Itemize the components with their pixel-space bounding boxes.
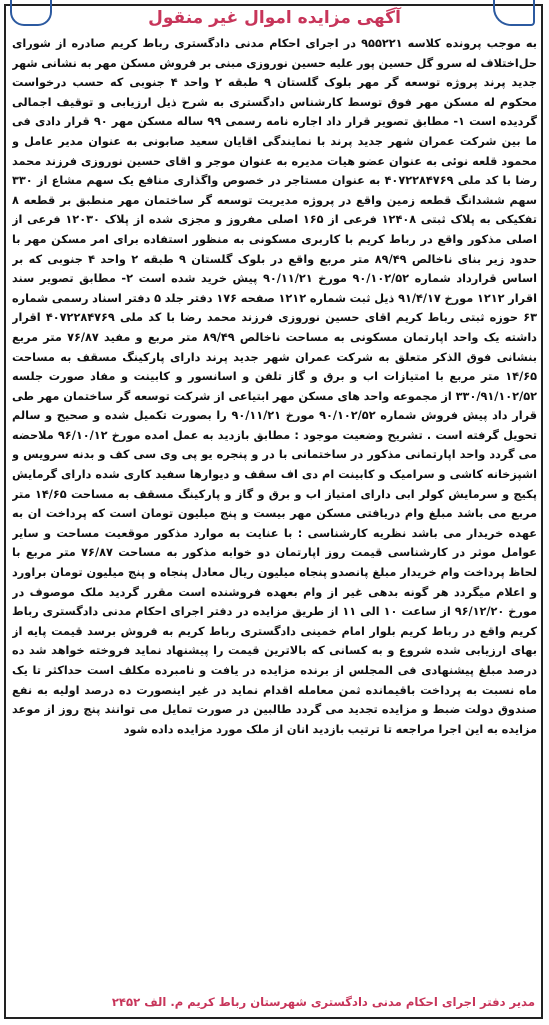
notice-title: آگهی مزایده اموال غیر منقول bbox=[148, 8, 401, 28]
notice-footer-signature: مدیر دفتر اجرای احکام مدنی دادگستری شهرستان رباط کریم م. الف ۲۴۵۲ bbox=[111, 995, 535, 1009]
notice-body: به موجب پرونده کلاسه ۹۵۵۲۲۱ در اجرای احکام مدنی دادگستری رباط کریم صادره از شورای حل‌اختلاف له سرو گل حسین پور علیه حسین نوروزی مبنی بر فروش مسکن مهر به نشانی شهر جدید پرند پروژه توسعه گر مهر بلوک گلستان ۹ طبقه ۲ واحد ۴ جنوبی که حسب درخواست محکوم له مسکن مهر فوق توسط کارشناس دادگستری به شرح ذیل ارزیابی و توقیف اجمالی گردیده است ۱- مطابق تصویر قرار داد اجاره نامه رسمی ۹۹ ساله مسکن مهر ۹۰ قرار دادی فی ما بین شرکت عمران شهر جدید پرند با نمایندگی اقایان سعید صابونی به عنوان مدیر عامل و محمود قلعه نوئی به عنوان عضو هیات مدیره به عنوان موجر و اقای حسین نوروزی فرزند محمد رضا با کد ملی ۴۰۷۲۲۸۴۷۶۹ به عنوان مستاجر در خصوص واگذاری منافع یک سهم مشاع از ۳۳۰ سهم ششدانگ قطعه زمین واقع در پروژه مدیریت توسعه گر ساختمان مهر منطبق بر قطعه ۸ تفکیکی به پلاک ثبتی ۱۲۴۰۸ فرعی از ۱۶۵ اصلی مفروز و مجزی شده از پلاک ۱۲۰۳۰ فرعی از اصلی مذکور واقع در رباط کریم با کاربری مسکونی به منظور استفاده برای امر مسکن مهر با حدود زیر بنای ناخالص ۸۹/۴۹ متر مربع واقع در بلوک گلستان ۹ طبقه ۲ واحد ۴ جنوبی که بر اساس قرارداد شماره ۹۰/۱۰۲/۵۲ مورخ ۹۰/۱۱/۲۱ پیش خرید شده است ۲- مطابق تصویر سند اقرار ۱۲۱۲ مورخ ۹۱/۴/۱۷ ذیل ثبت شماره ۱۲۱۲ صفحه ۱۷۶ دفتر جلد ۵ دفتر اسناد رسمی شماره ۶۳ حوزه ثبتی رباط کریم اقای حسین نوروزی فرزند محمد رضا با کد ملی ۴۰۷۲۲۸۴۷۶۹ اقرار داشته یک واحد اپارتمان مسکونی به مساحت ناخالص ۸۹/۴۹ متر مربع و مفید ۷۶/۸۷ متر مربع بنشانی فوق الذکر متعلق به شرکت عمران شهر جدید پرند دارای پارکینگ مسقف به مساحت ۱۴/۶۵ متر مربع با امتیازات اب و برق و گاز تلفن و اسانسور و کابینت و مفاد صورت جلسه ۳۳۰/۹۱/۱۰۲/۵۲ از مجموعه واحد های مسکن مهر ابتیاعی از شرکت توسعه گر ساختمان مهر طی قرار داد پیش فروش شماره ۹۰/۱۰۲/۵۲ مورخ ۹۰/۱۱/۲۱ را بصورت تکمیل شده و صحیح و سالم تحویل گرفته است . تشریح وضعیت موجود : مطابق بازدید به عمل امده مورخ ۹۶/۱۰/۱۲ ملاحضه می گردد واحد اپارتمانی مذکور در ساختمانی با در و پنجره یو پی وی سی کف و بدنه سرویس و اشپزخانه کاشی و سرامیک و کابینت ام دی اف سقف و دیوارها سفید کاری شده دارای گرمایش پکیج و سرمایش کولر ابی دارای امتیاز اب و برق و گاز و پارکینگ مسقف به مساحت ۱۴/۶۵ متر مربع می باشد مبلغ وام دریافتی مسکن مهر بیست و پنج میلیون تومان است که پرداخت ان به عهده خریدار می باشد نظریه کارشناسی : با عنایت به موارد مذکور موقعیت مساحت و سایر عوامل موثر در کارشناسی قیمت روز اپارتمان دو خوابه مذکور به مساحت ۷۶/۸۷ متر مربع با لحاظ پرداخت وام خریدار مبلغ پانصدو پنجاه میلیون ریال معادل پنجاه و پنج میلیون تومان براورد و اعلام میگردد هر گونه بدهی غیر از وام بعهده فروشنده است مقرر گردید ملک موصوف در مورخ ۹۶/۱۲/۲۰ از ساعت ۱۰ الی ۱۱ از طریق مزایده در دفتر اجرای احکام مدنی دادگستری رباط کریم واقع در رباط کریم بلوار امام خمینی دادگستری رباط کریم به فروش برسد قیمت پایه از بهای ارزیابی شده شروع و به کسانی که بالاترین قیمت را پیشنهاد نماید فروخته خواهد شد ده درصد مبلغ پیشنهادی فی المجلس از برنده مزایده در یافت و نامبرده مکلف است حداکثر تا یک ماه نسبت به پرداخت باقیمانده ثمن معامله اقدام نماید در غیر اینصورت ده درصد اولیه به نفع صندوق دولت ضبط و مزایده تجدید می گردد طالبین در صورت تمایل می توانند پنج روز از موعد مزایده به این اجرا مراجعه تا ترتیب بازدید انان از ملک مورد مزایده داده شود bbox=[12, 37, 537, 736]
